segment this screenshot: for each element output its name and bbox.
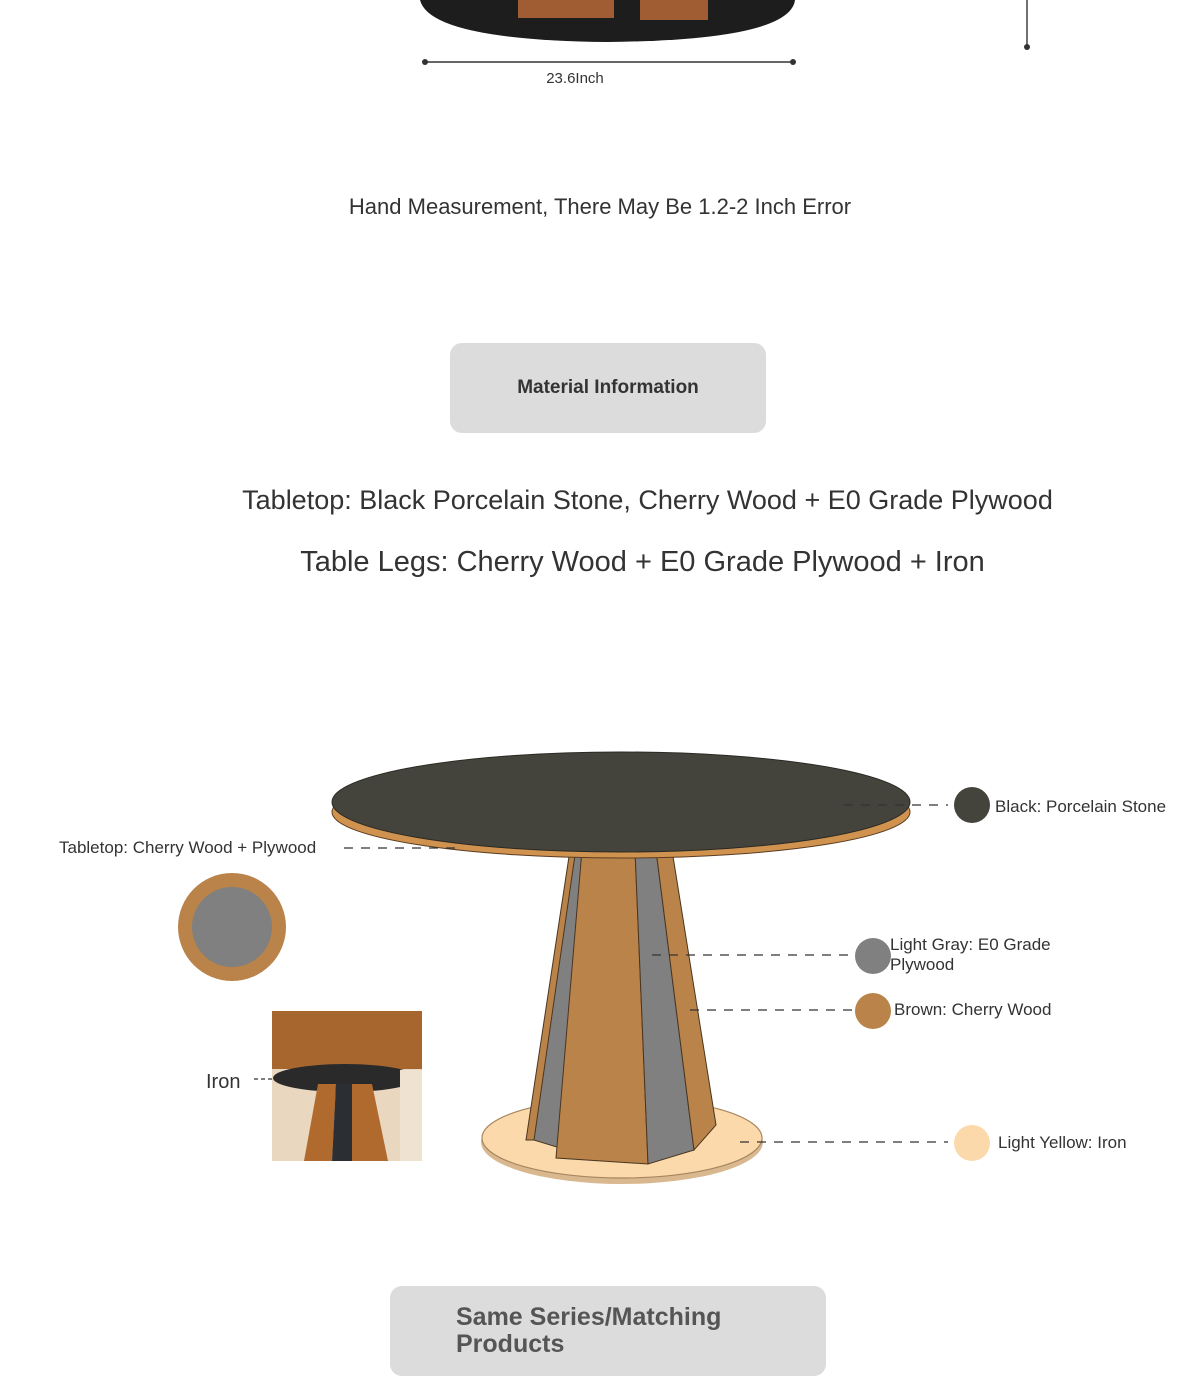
brown-material-label: Brown: Cherry Wood: [894, 1000, 1052, 1019]
measurement-note: Hand Measurement, There May Be 1.2-2 Inch Error: [348, 194, 852, 219]
table-top-partial: [420, 0, 795, 42]
series-section-heading: [390, 1286, 826, 1376]
light-yellow-swatch: [954, 1125, 990, 1161]
top-dimension-figure: [0, 0, 1200, 110]
tabletop: [332, 752, 910, 858]
material-section-heading: [450, 343, 766, 433]
tabletop-material-text: Tabletop: Black Porcelain Stone, Cherry Wood + E0 Grade Plywood: [242, 485, 1053, 515]
height-dimension-line: [1024, 0, 1030, 50]
width-dimension-label: 23.6Inch: [546, 70, 604, 87]
iron-label: Iron: [206, 1071, 241, 1093]
width-dimension-line: [422, 59, 796, 65]
series-heading-text: Same Series/Matching Products: [456, 1303, 722, 1358]
legs-material-text: Table Legs: Cherry Wood + E0 Grade Plywood + Iron: [300, 546, 985, 578]
tabletop-cross-section: [178, 873, 286, 981]
iron-detail-photo: [272, 1011, 422, 1161]
brown-swatch: [855, 993, 891, 1029]
black-material-label: Black: Porcelain Stone: [995, 797, 1167, 816]
light-gray-swatch: [855, 938, 891, 974]
light-gray-material-label: Light Gray: E0 Grade Plywood: [890, 935, 1051, 974]
black-swatch: [954, 787, 990, 823]
pedestal: [526, 850, 716, 1164]
light-yellow-material-label: Light Yellow: Iron: [998, 1133, 1127, 1152]
material-heading-text: Material Information: [517, 377, 699, 398]
tabletop-layers-label: Tabletop: Cherry Wood + Plywood: [59, 838, 317, 857]
